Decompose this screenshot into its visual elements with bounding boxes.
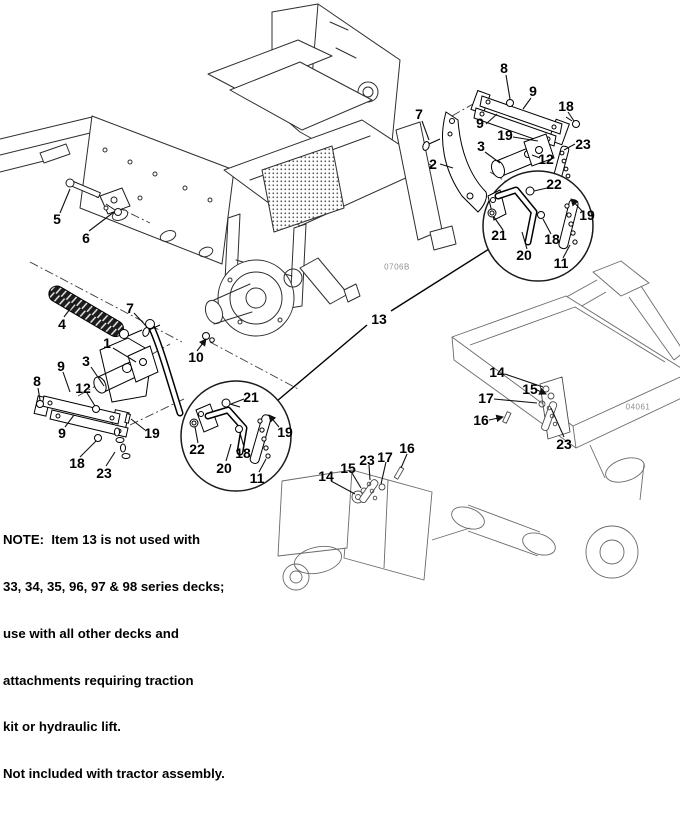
callout-9: 9 [58, 425, 66, 441]
callout-22: 22 [189, 441, 205, 457]
callout-14: 14 [318, 468, 334, 484]
callout-21: 21 [243, 389, 259, 405]
callout-23: 23 [96, 465, 112, 481]
callout-19: 19 [144, 425, 160, 441]
callout-20: 20 [516, 247, 532, 263]
callout-12: 12 [75, 380, 91, 396]
callout-9: 9 [529, 83, 537, 99]
note-line: NOTE: Item 13 is not used with [3, 532, 201, 548]
left-link-bars [34, 396, 130, 459]
callout-19: 19 [497, 127, 513, 143]
callout-18: 18 [235, 445, 251, 461]
callout-7: 7 [126, 300, 134, 316]
note-line: attachments requiring traction [3, 672, 194, 688]
note-line: Not included with tractor assembly. [3, 766, 225, 782]
note-line: use with all other decks and [3, 625, 179, 641]
callout-8: 8 [33, 373, 41, 389]
callout-8: 8 [500, 60, 508, 76]
callout-20: 20 [216, 460, 232, 476]
callout-14: 14 [489, 364, 505, 380]
callout-11: 11 [553, 255, 569, 271]
callout-11: 11 [249, 470, 265, 486]
callout-1: 1 [103, 335, 111, 351]
callout-19: 19 [277, 424, 293, 440]
callout-23: 23 [575, 136, 591, 152]
callout-6: 6 [82, 230, 90, 246]
callout-21: 21 [491, 227, 507, 243]
callout-10: 10 [188, 349, 204, 365]
callout-12: 12 [538, 151, 554, 167]
callout-3: 3 [477, 138, 485, 154]
callout-16: 16 [473, 412, 489, 428]
callout-23: 23 [556, 436, 572, 452]
callout-3: 3 [82, 353, 90, 369]
callout-17: 17 [377, 449, 393, 465]
tractor-frame [0, 4, 456, 336]
callout-18: 18 [69, 455, 85, 471]
callout-15: 15 [340, 460, 356, 476]
figure-code-04061: 04061 [625, 402, 651, 412]
callout-18: 18 [558, 98, 574, 114]
callout-17: 17 [478, 390, 494, 406]
callout-9: 9 [57, 358, 65, 374]
detail-circle-bottom [181, 381, 291, 491]
note-line: 33, 34, 35, 96, 97 & 98 series decks; [3, 578, 225, 594]
callout-23: 23 [359, 452, 375, 468]
callout-15: 15 [522, 381, 538, 397]
callout-9: 9 [476, 115, 484, 131]
callout-7: 7 [415, 106, 423, 122]
callout-16: 16 [399, 440, 415, 456]
callout-18: 18 [544, 231, 560, 247]
detail-circle-top [483, 171, 593, 281]
callout-4: 4 [58, 316, 66, 332]
figure-code-0706B: 0706B [384, 262, 410, 272]
callout-19: 19 [579, 207, 595, 223]
callout-5: 5 [53, 211, 61, 227]
note-line: kit or hydraulic lift. [3, 719, 121, 735]
callout-22: 22 [546, 176, 562, 192]
note-block [3, 501, 225, 813]
callout-2: 2 [429, 156, 437, 172]
callout-13: 13 [371, 311, 387, 327]
